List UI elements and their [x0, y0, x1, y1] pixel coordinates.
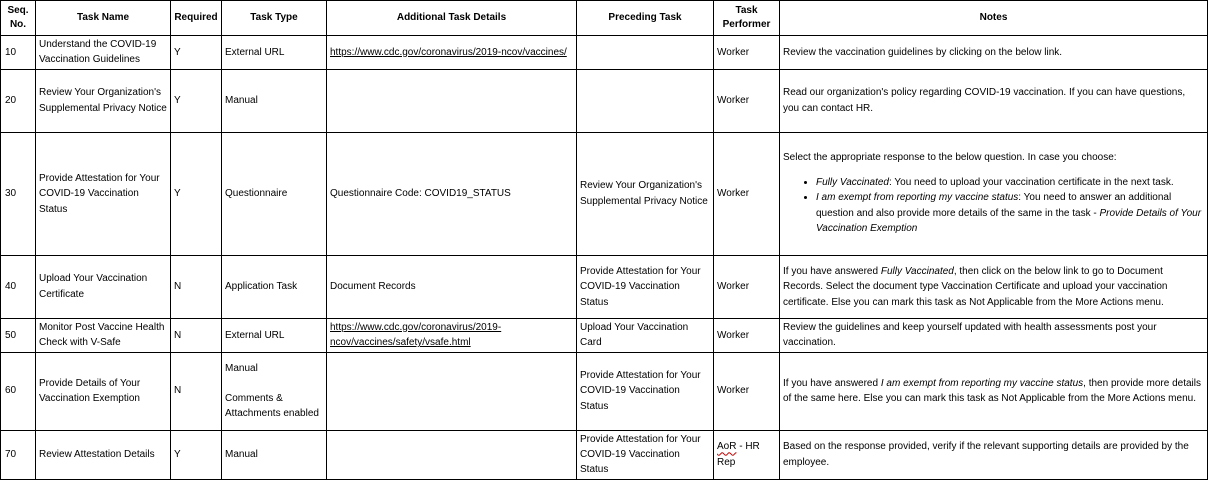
performer-cell: [714, 430, 780, 479]
header-task-name: Task Name: [36, 1, 171, 36]
details-cell: [327, 352, 577, 430]
task-type-cell: External URL: [222, 318, 327, 352]
header-required: Required: [171, 1, 222, 36]
task-type-cell: Questionnaire: [222, 132, 327, 255]
table-row: [1, 36, 1208, 70]
preceding-cell: Provide Attestation for Your COVID-19 Vaccination Status: [577, 255, 714, 318]
performer-cell: Worker: [714, 69, 780, 132]
table-row: [1, 430, 1208, 479]
notes-cell: [780, 352, 1208, 430]
bullet-text: : You need to answer an additional question and also provide more details of the same in the task -: [816, 192, 1172, 219]
preceding-cell: Upload Your Vaccination Card: [577, 318, 714, 352]
table-row: [1, 132, 1208, 255]
preceding-cell: Provide Attestation for Your COVID-19 Vaccination Status: [577, 430, 714, 479]
preceding-cell: Provide Attestation for Your COVID-19 Vaccination Status: [577, 352, 714, 430]
required-cell: Y: [171, 69, 222, 132]
seq-cell: 30: [1, 132, 36, 255]
seq-cell: 40: [1, 255, 36, 318]
task-type-cell: Manual: [222, 69, 327, 132]
table-row: [1, 255, 1208, 318]
task-type-primary: Manual: [225, 362, 258, 374]
emphasis-text: Fully Vaccinated: [816, 176, 889, 188]
performer-text: - HR Rep: [717, 441, 760, 468]
table-row: [1, 318, 1208, 352]
details-cell: Document Records: [327, 255, 577, 318]
required-cell: Y: [171, 430, 222, 479]
spellcheck-word: AoR: [717, 441, 737, 453]
required-cell: N: [171, 352, 222, 430]
notes-text: , then click on the below link to go to Document Records. Select the document type Vaccination Certificate and upload your vaccination certificate. Else you can mark this task as Not Applicable from the More Actions menu.: [783, 265, 1168, 308]
seq-cell: 70: [1, 430, 36, 479]
notes-cell: [780, 255, 1208, 318]
preceding-cell: [577, 36, 714, 70]
task-name-cell: Monitor Post Vaccine Health Check with V-Safe: [36, 318, 171, 352]
seq-cell: 60: [1, 352, 36, 430]
header-task-type: Task Type: [222, 1, 327, 36]
task-name-cell: Understand the COVID-19 Vaccination Guidelines: [36, 36, 171, 70]
seq-cell: 50: [1, 318, 36, 352]
performer-cell: Worker: [714, 318, 780, 352]
notes-cell: Based on the response provided, verify if the relevant supporting details are provided by the employee.: [780, 430, 1208, 479]
task-type-cell: Application Task: [222, 255, 327, 318]
cdc-vaccines-link[interactable]: https://www.cdc.gov/coronavirus/2019-ncov/vaccines/: [330, 46, 567, 58]
list-item: [816, 190, 1204, 236]
performer-cell: Worker: [714, 132, 780, 255]
task-name-cell: Upload Your Vaccination Certificate: [36, 255, 171, 318]
required-cell: Y: [171, 36, 222, 70]
notes-cell: Read our organization's policy regarding COVID-19 vaccination. If you can have questions, you can contact HR.: [780, 69, 1208, 132]
details-cell: [327, 36, 577, 70]
emphasis-text: I am exempt from reporting my vaccine status: [880, 377, 1084, 389]
details-cell: [327, 430, 577, 479]
notes-text: , then provide more details of the same here. Else you can mark this task as Not Applicable from the More Actions menu.: [783, 377, 1201, 405]
task-name-cell: Review Your Organization's Supplemental Privacy Notice: [36, 69, 171, 132]
emphasis-text: Fully Vaccinated: [880, 265, 954, 277]
performer-cell: Worker: [714, 36, 780, 70]
task-name-cell: Provide Details of Your Vaccination Exemption: [36, 352, 171, 430]
details-cell: [327, 69, 577, 132]
vsafe-link[interactable]: https://www.cdc.gov/coronavirus/2019-ncov/vaccines/safety/vsafe.html: [330, 321, 502, 349]
notes-intro: Select the appropriate response to the below question. In case you choose:: [783, 152, 1117, 164]
notes-text: If you have answered: [783, 377, 881, 389]
performer-cell: Worker: [714, 255, 780, 318]
preceding-cell: Review Your Organization's Supplemental Privacy Notice: [577, 132, 714, 255]
details-cell: [327, 318, 577, 352]
notes-cell: Review the guidelines and keep yourself updated with health assessments post your vaccination.: [780, 318, 1208, 352]
performer-cell: Worker: [714, 352, 780, 430]
required-cell: N: [171, 318, 222, 352]
required-cell: Y: [171, 132, 222, 255]
header-preceding: Preceding Task: [577, 1, 714, 36]
header-performer: Task Performer: [714, 1, 780, 36]
table-row: [1, 352, 1208, 430]
header-row: [1, 1, 1208, 36]
preceding-cell: [577, 69, 714, 132]
task-name-cell: Provide Attestation for Your COVID-19 Vaccination Status: [36, 132, 171, 255]
task-type-cell: External URL: [222, 36, 327, 70]
bullet-text: : You need to upload your vaccination certificate in the next task.: [889, 176, 1174, 188]
notes-cell: Review the vaccination guidelines by clicking on the below link.: [780, 36, 1208, 70]
details-cell: Questionnaire Code: COVID19_STATUS: [327, 132, 577, 255]
table-row: [1, 69, 1208, 132]
header-notes: Notes: [780, 1, 1208, 36]
seq-cell: 20: [1, 69, 36, 132]
header-details: Additional Task Details: [327, 1, 577, 36]
header-seq: Seq. No.: [1, 1, 36, 36]
list-item: [816, 175, 1204, 190]
notes-text: If you have answered: [783, 265, 881, 277]
task-type-cell: [222, 352, 327, 430]
task-type-secondary: Comments & Attachments enabled: [225, 392, 319, 420]
notes-bullet-list: [783, 175, 1204, 237]
seq-cell: 10: [1, 36, 36, 70]
task-name-cell: Review Attestation Details: [36, 430, 171, 479]
emphasis-text: I am exempt from reporting my vaccine status: [816, 192, 1019, 204]
required-cell: N: [171, 255, 222, 318]
task-type-cell: Manual: [222, 430, 327, 479]
emphasis-text: Provide Details of Your Vaccination Exemption: [816, 207, 1202, 234]
notes-cell: [780, 132, 1208, 255]
